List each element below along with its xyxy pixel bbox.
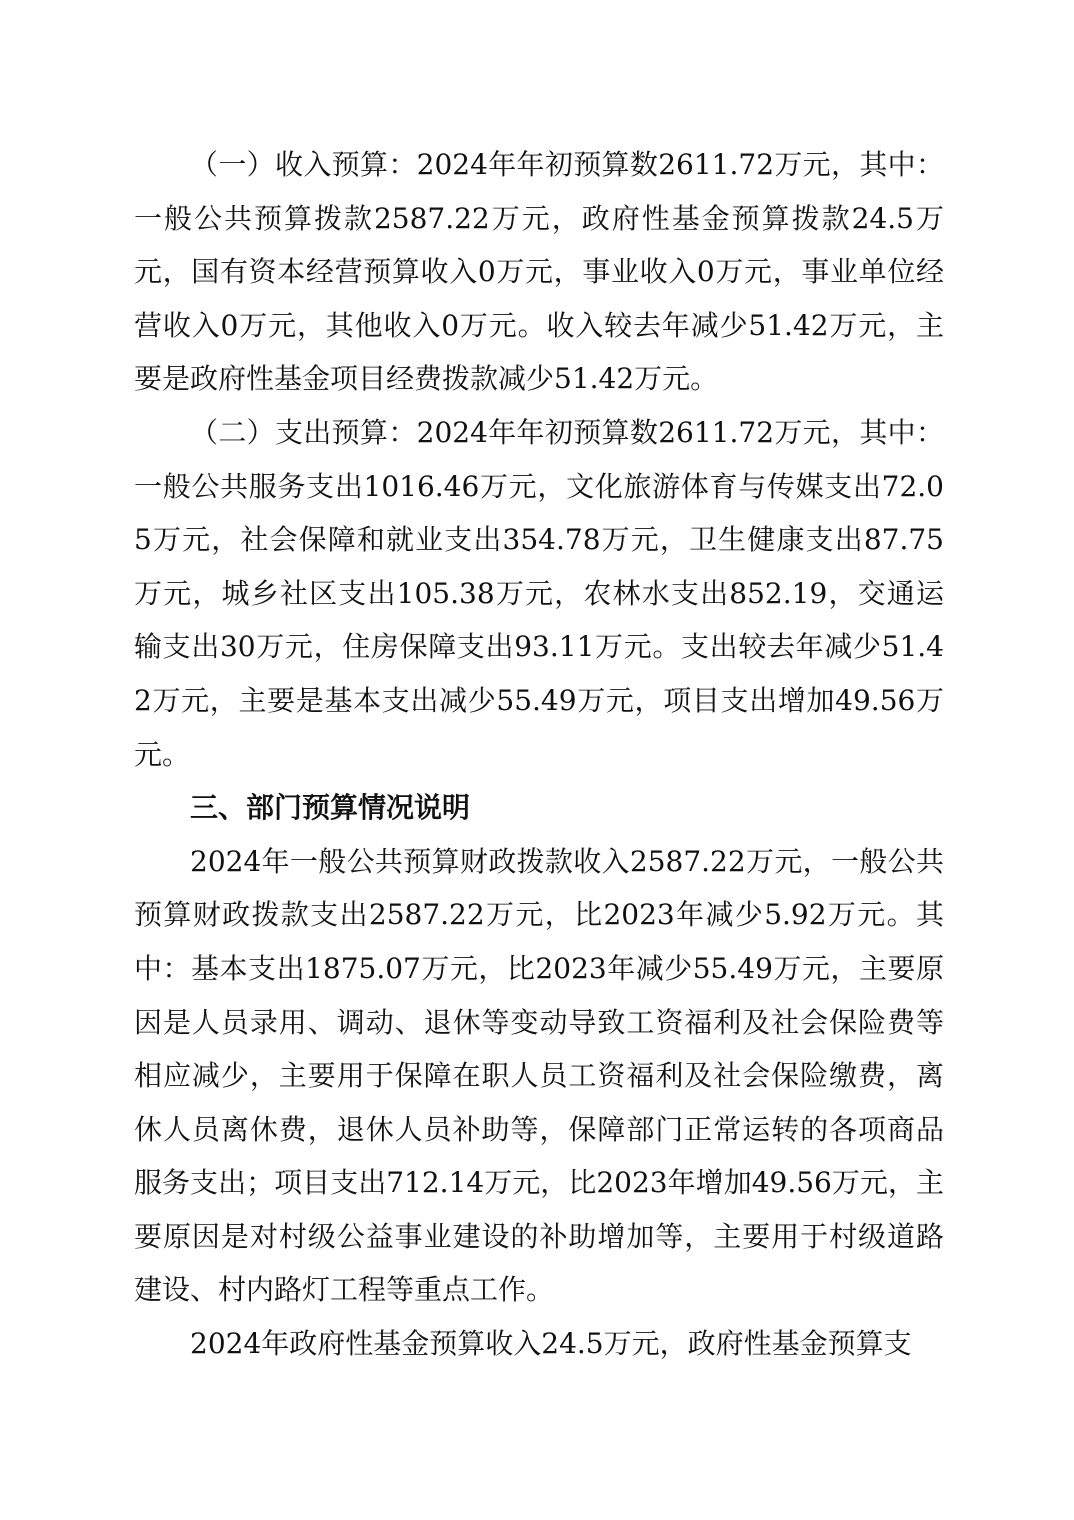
general-public-budget-paragraph: 2024年一般公共预算财政拨款收入2587.22万元，一般公共预算财政拨款支出2587.22万元，比2023年减少5.92万元。其中：基本支出1875.07万元，比2023年减少55.49万元，主要原因是人员录用、调动、退休等变动导致工资福利及社会保险费等相应减少，主要用于保障在职人员工资福利及社会保险缴费，离休人员离休费，退休人员补助等，保障部门正常运转的各项商品服务支出；项目支出712.14万元，比2023年增加49.56万元，主要原因是对村级公益事业建设的补助增加等，主要用于村级道路建设、村内路灯工程等重点工作。 <box>134 844 944 1307</box>
expenditure-budget-paragraph: （二）支出预算：2024年年初预算数2611.72万元，其中：一般公共服务支出1016.46万元，文化旅游体育与传媒支出72.05万元，社会保障和就业支出354.78万元，卫生健康支出87.75万元，城乡社区支出105.38万元，农林水支出852.19，交通运输支出30万元，住房保障支出93.11万元。支出较去年减少51.42万元，主要是基本支出减少55.49万元，项目支出增加49.56万元。 <box>134 415 944 771</box>
document-page <box>134 138 944 1371</box>
section-three-heading: 三、部门预算情况说明 <box>190 791 471 825</box>
government-fund-budget-paragraph: 2024年政府性基金预算收入24.5万元，政府性基金预算支 <box>190 1327 912 1361</box>
income-budget-paragraph: （一）收入预算：2024年年初预算数2611.72万元，其中：一般公共预算拨款2587.22万元，政府性基金预算拨款24.5万元，国有资本经营预算收入0万元，事业收入0万元，事业单位经营收入0万元，其他收入0万元。收入较去年减少51.42万元，主要是政府性基金项目经费拨款减少51.42万元。 <box>134 148 944 396</box>
